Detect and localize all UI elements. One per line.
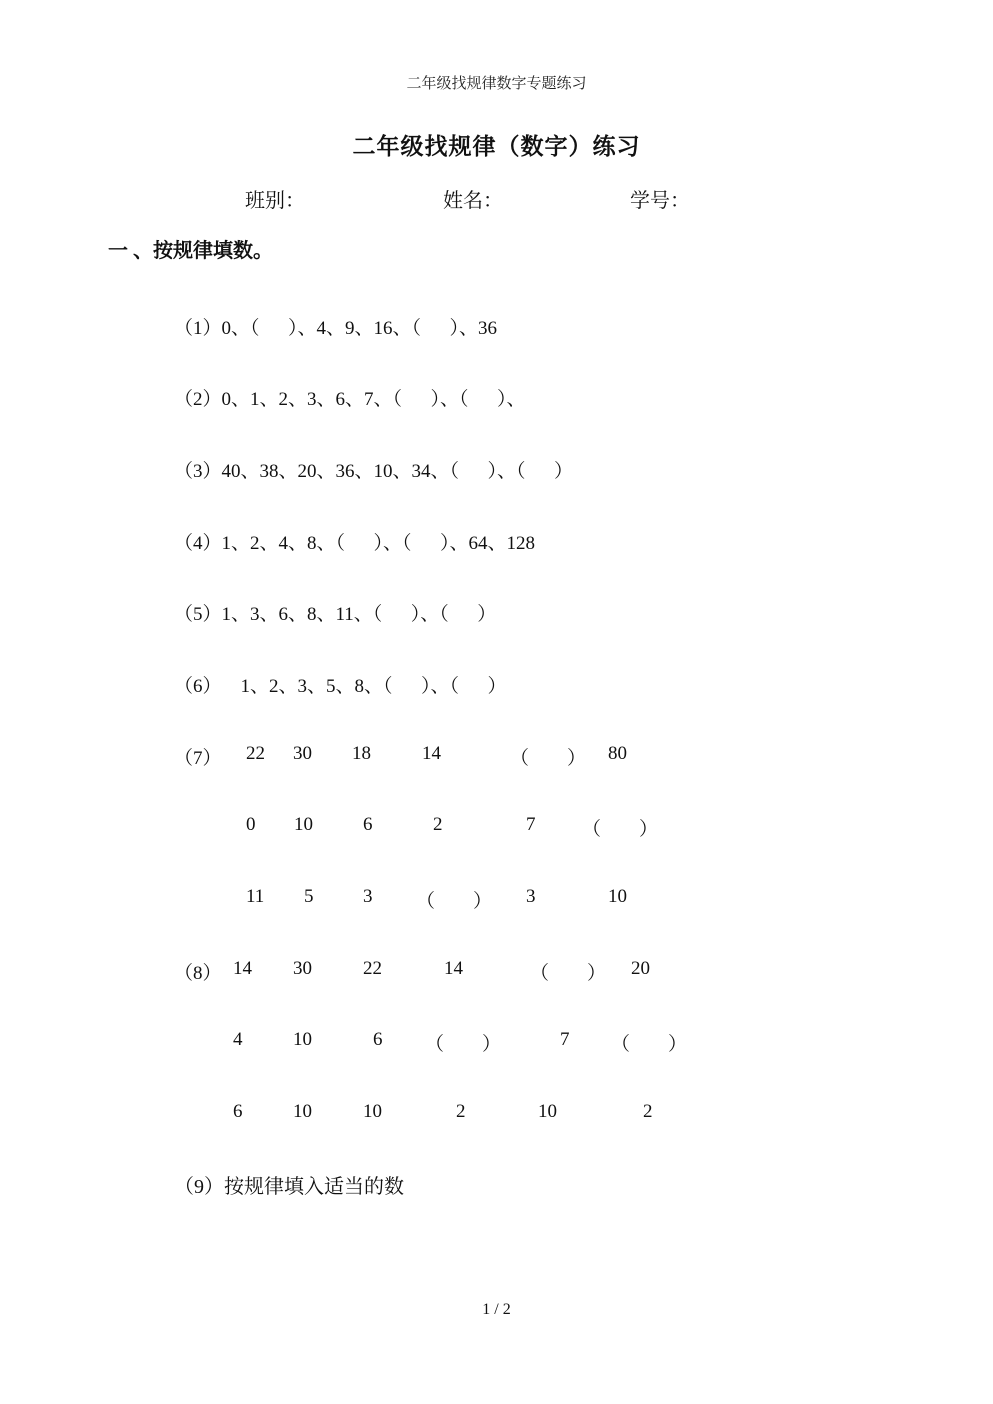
answer-blank[interactable]: （ ） [425,1034,502,1055]
grid-cell: 2 [456,1101,466,1122]
grid-cell: 14 [422,743,441,764]
name-label: 姓名： [443,190,503,212]
grid-cell: 22 [363,958,382,979]
grid-cell: 5 [304,886,314,907]
grid-cell: 14 [444,958,463,979]
page-header: 二年级找规律数字专题练习 [406,74,587,92]
problem-9: （9）按规律填入适当的数 [174,1176,404,1198]
grid-cell: 4 [233,1029,243,1050]
problem-5: （5）1、3、6、8、11、（ ）、（ ） [174,604,497,625]
grid-cell: 6 [363,814,373,835]
problem-3: （3）40、38、20、36、10、34、（ ）、（ ） [174,461,574,482]
problem-8-label: （8） [174,963,222,984]
problem-1: （1）0、（ ）、4、9、16、（ ）、36 [174,318,498,339]
grid-cell: 2 [433,814,443,835]
grid-cell: 6 [373,1029,383,1050]
grid-cell: 22 [246,743,265,764]
grid-cell: 3 [363,886,373,907]
grid-cell: 30 [293,743,312,764]
grid-cell: 11 [246,886,265,907]
answer-blank[interactable]: （ ） [582,819,659,840]
grid-cell: 7 [526,814,536,835]
page-number: 1 / 2 [482,1301,511,1318]
grid-cell: 7 [560,1029,570,1050]
grid-cell: 10 [294,814,313,835]
grid-cell: 20 [631,958,650,979]
grid-cell: 18 [352,743,371,764]
grid-cell: 80 [608,743,627,764]
grid-cell: 0 [246,814,256,835]
problem-6: （6） 1、2、3、5、8、（ ）、（ ） [174,676,507,697]
grid-cell: 10 [293,1101,312,1122]
grid-cell: 2 [643,1101,653,1122]
problem-4: （4）1、2、4、8、（ ）、（ ）、64、128 [174,533,536,554]
grid-cell: 10 [363,1101,382,1122]
grid-cell: 6 [233,1101,243,1122]
grid-cell: 10 [293,1029,312,1050]
class-label: 班别： [245,190,305,212]
grid-cell: 3 [526,886,536,907]
answer-blank[interactable]: （ ） [611,1034,688,1055]
grid-cell: 10 [608,886,627,907]
problem-2: （2）0、1、2、3、6、7、（ ）、（ ）、 [174,389,526,410]
answer-blank[interactable]: （ ） [510,748,587,769]
grid-cell: 30 [293,958,312,979]
grid-cell: 14 [233,958,252,979]
student-id-label: 学号： [630,190,690,212]
problem-7-label: （7） [174,748,222,769]
answer-blank[interactable]: （ ） [530,963,607,984]
page-title: 二年级找规律（数字）练习 [352,134,641,159]
grid-cell: 10 [538,1101,557,1122]
answer-blank[interactable]: （ ） [416,891,493,912]
section-heading: 一 、按规律填数。 [108,240,273,262]
